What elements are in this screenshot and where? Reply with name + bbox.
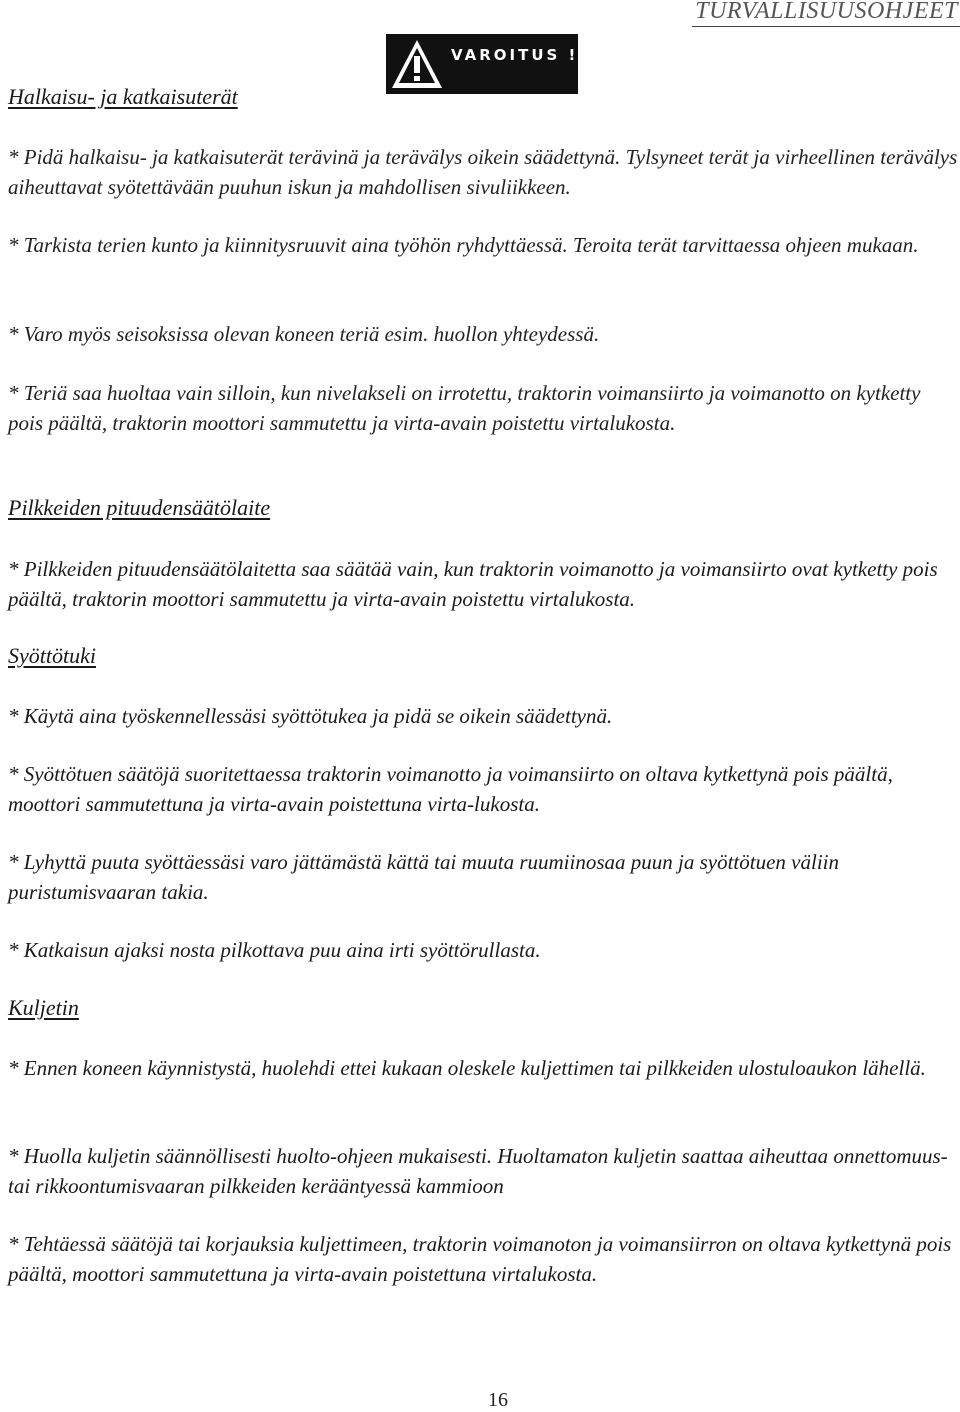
header-rule [692,26,960,27]
paragraph-halkaisu-4: * Teriä saa huoltaa vain silloin, kun nivelakseli on irrotettu, traktorin voimansiirto ja voimanotto on kytketty pois päältä, traktorin moottori sammutettu ja virta-avain poistettu virtalukosta. [8,381,921,435]
paragraph-syottotuki-2: * Syöttötuen säätöjä suoritettaessa traktorin voimanotto ja voimansiirto on oltava kytkettynä pois päältä, moottori sammutettuna ja virta-avain poistettuna virta-lukosta. [8,762,893,816]
page-header-title: TURVALLISUUSOHJEET [695,0,958,24]
section-heading-kuljetin: Kuljetin [8,995,79,1020]
paragraph-syottotuki-4: * Katkaisun ajaksi nosta pilkottava puu aina irti syöttörullasta. [8,938,541,962]
paragraph-kuljetin-2: * Huolla kuljetin säännöllisesti huolto-ohjeen mukaisesti. Huoltamaton kuljetin saattaa aiheuttaa onnettomuus- tai rikkoontumisvaaran pilkkeiden kerääntyessä kammioon [8,1144,948,1198]
page-number: 16 [488,1389,508,1411]
paragraph-halkaisu-2: * Tarkista terien kunto ja kiinnitysruuvit aina työhön ryhdyttäessä. Teroita terät tarvittaessa ohjeen mukaan. [8,233,919,257]
paragraph-syottotuki-3: * Lyhyttä puuta syöttäessäsi varo jättämästä kättä tai muuta ruumiinosaa puun ja syöttötuen väliin puristumisvaaran takia. [8,850,839,904]
paragraph-syottotuki-1: * Käytä aina työskennellessäsi syöttötukea ja pidä se oikein säädettynä. [8,704,613,728]
warning-badge [386,34,578,94]
paragraph-kuljetin-1: * Ennen koneen käynnistystä, huolehdi ettei kukaan oleskele kuljettimen tai pilkkeiden ulostuloaukon lähellä. [8,1056,926,1080]
paragraph-halkaisu-1: * Pidä halkaisu- ja katkaisuterät terävinä ja terävälys oikein säädettynä. Tylsyneet terät ja virheellinen terävälys aiheuttavat syötettävään puuhun iskun ja mahdollisen sivuliikkeen. [8,145,958,199]
paragraph-halkaisu-3: * Varo myös seisoksissa olevan koneen teriä esim. huollon yhteydessä. [8,322,600,346]
paragraph-kuljetin-3: * Tehtäessä säätöjä tai korjauksia kuljettimeen, traktorin voimanoton ja voimansiirron on oltava kytkettynä pois päältä, moottori sammutettuna ja virta-avain poistettuna virtalukosta. [8,1232,952,1286]
warning-triangle-icon [389,35,445,93]
section-heading-pilkkeiden: Pilkkeiden pituudensäätölaite [8,495,271,520]
paragraph-pilkkeiden-1: * Pilkkeiden pituudensäätölaitetta saa säätää vain, kun traktorin voimanotto ja voimansiirto ovat kytketty pois päältä, traktorin moottori sammutettu ja virta-avain poistettu virtalukosta. [8,557,938,611]
warning-label: VAROITUS ! [451,46,579,64]
section-heading-halkaisu: Halkaisu- ja katkaisuterät [8,84,238,109]
section-heading-syottotuki: Syöttötuki [8,643,96,668]
